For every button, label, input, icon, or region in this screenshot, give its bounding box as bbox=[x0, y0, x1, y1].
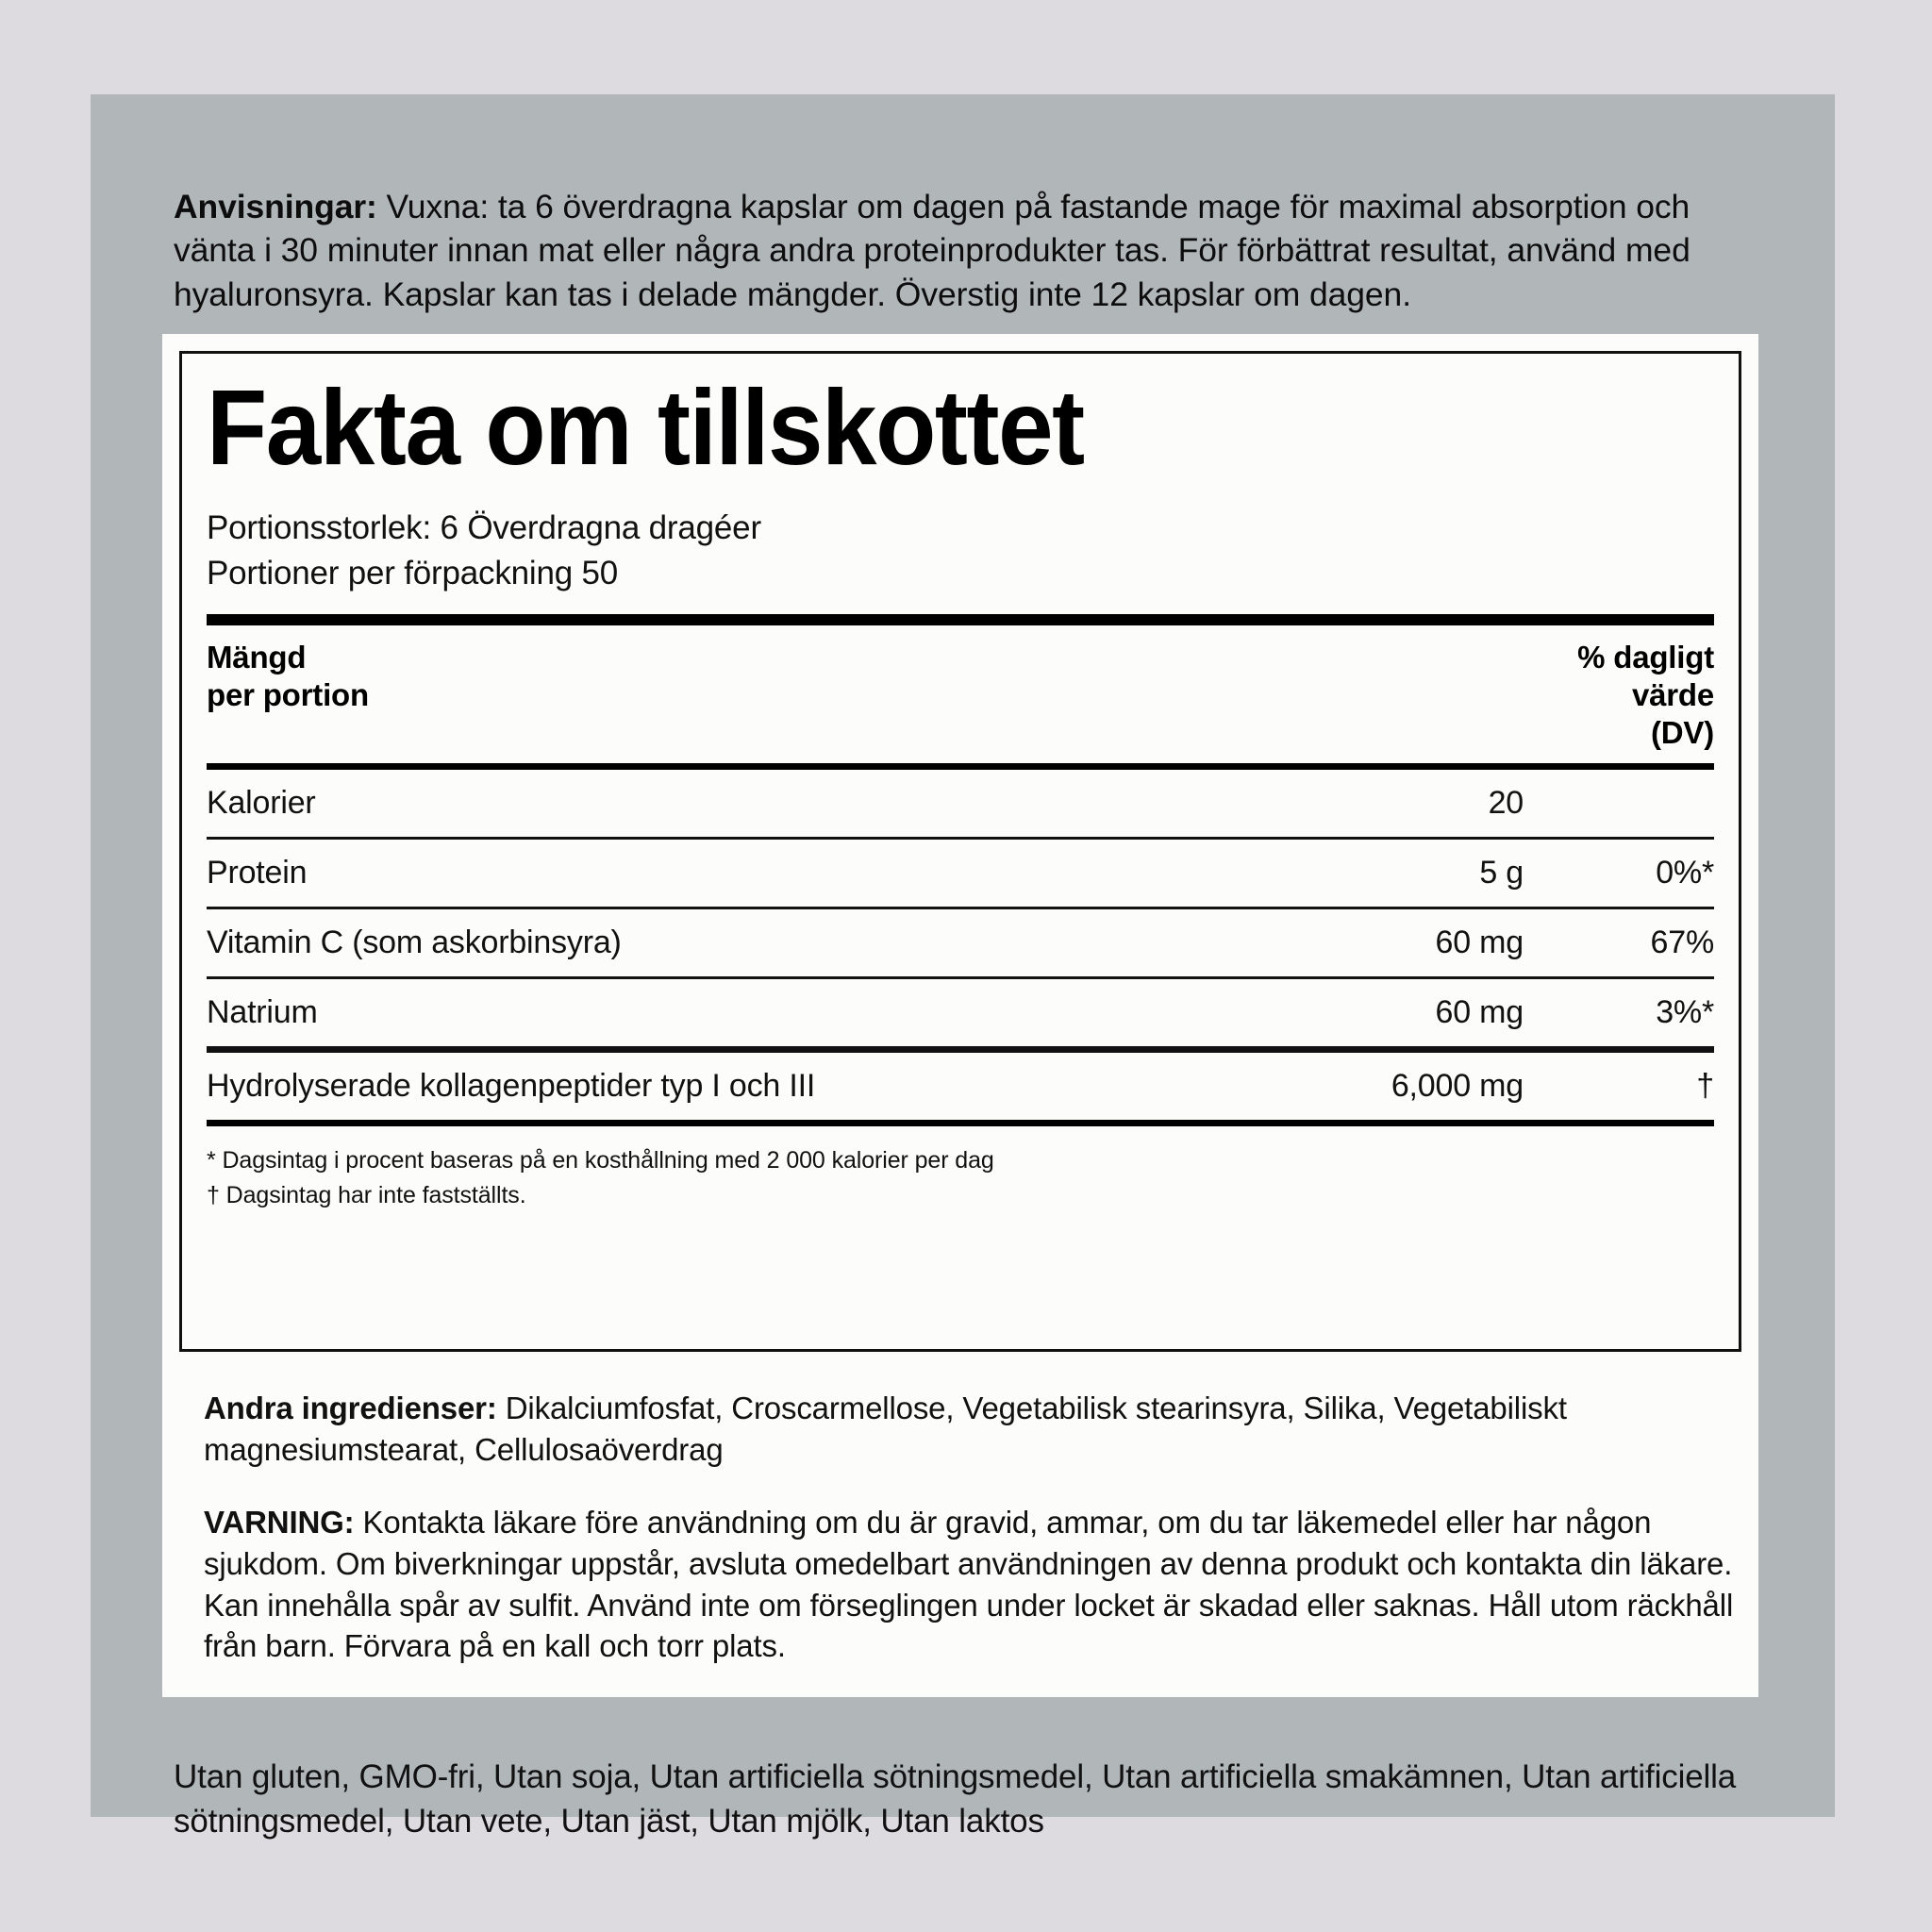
nutrient-name: Protein bbox=[207, 839, 1261, 908]
servings-per-container: Portioner per förpackning 50 bbox=[207, 555, 619, 592]
directions-paragraph bbox=[174, 185, 1740, 318]
nutrient-name: Natrium bbox=[207, 978, 1261, 1050]
table-row bbox=[207, 770, 1714, 839]
other-ingredients-paragraph bbox=[204, 1388, 1734, 1471]
table-row bbox=[207, 839, 1714, 908]
warning-text: Kontakta läkare före användning om du är gravid, ammar, om du tar läkemedel eller har någon sjukdom. Om biverkningar uppstår, avsluta omedelbart användningen av denna produkt och kontakta din läkare. Kan innehålla spår av sulfit. Använd inte om förseglingen under locket är skadad eller saknas. Håll utom räckhåll från barn. Förvara på en kall och torr plats. bbox=[204, 1504, 1734, 1664]
page-title: Fakta om tillskottet bbox=[207, 368, 1084, 487]
table-row bbox=[207, 978, 1714, 1050]
nutrient-dv: 0%* bbox=[1573, 839, 1714, 908]
table-header-row bbox=[207, 625, 1714, 764]
header-amount-line2: per portion bbox=[207, 676, 369, 712]
warning-paragraph bbox=[204, 1502, 1734, 1668]
rule-med-under-header bbox=[207, 763, 1714, 770]
nutrient-dv: † bbox=[1573, 1050, 1714, 1121]
warning-label: VARNING: bbox=[204, 1504, 355, 1540]
directions-label: Anvisningar: bbox=[174, 187, 377, 225]
label-gray-panel bbox=[91, 94, 1835, 1840]
nutrient-amount: 20 bbox=[1488, 785, 1524, 822]
supplement-facts-panel bbox=[162, 334, 1758, 1369]
footnote-dagger: † Dagsintag har inte fastställts. bbox=[207, 1181, 526, 1208]
nutrient-dv: 3%* bbox=[1573, 978, 1714, 1050]
other-ingredients-text: Dikalciumfosfat, Croscarmellose, Vegetabilisk stearinsyra, Silika, Vegetabiliskt magnesiumstearat, Cellulosaöverdrag bbox=[204, 1391, 1567, 1467]
footnote-star: * Dagsintag i procent baseras på en kosthållning med 2 000 kalorier per dag bbox=[207, 1147, 994, 1174]
other-ingredients-label: Andra ingredienser: bbox=[204, 1391, 497, 1425]
serving-info-block bbox=[207, 506, 1714, 597]
supplement-facts-inner-border bbox=[179, 351, 1741, 1352]
header-dv-line1: % dagligt bbox=[1577, 639, 1714, 675]
nutrient-table bbox=[207, 770, 1714, 1120]
nutrient-amount: 6,000 mg bbox=[1261, 1050, 1573, 1121]
rule-med-bottom bbox=[207, 1120, 1714, 1126]
lower-white-panel bbox=[162, 1369, 1758, 1697]
nutrient-name: Kalorier bbox=[207, 785, 316, 822]
table-row bbox=[207, 908, 1714, 978]
table-row bbox=[207, 1050, 1714, 1121]
nutrient-dv bbox=[1573, 770, 1714, 839]
nutrient-name: Hydrolyserade kollagenpeptider typ I och III bbox=[207, 1050, 1261, 1121]
header-amount-line1: Mängd bbox=[207, 639, 307, 675]
nutrient-amount: 5 g bbox=[1261, 839, 1573, 908]
header-dv-line2: värde bbox=[1631, 676, 1714, 712]
header-dv-line3: (DV) bbox=[1650, 715, 1714, 751]
header-daily-value bbox=[1577, 639, 1714, 753]
nutrient-name: Vitamin C (som askorbinsyra) bbox=[207, 908, 1261, 978]
nutrient-amount: 60 mg bbox=[1261, 978, 1573, 1050]
nutrient-dv: 67% bbox=[1573, 908, 1714, 978]
directions-text: Vuxna: ta 6 överdragna kapslar om dagen på fastande mage för maximal absorption och vänta i 30 minuter innan mat eller några andra proteinprodukter tas. För förbättrat resultat, använd med hyaluronsyra. Kapslar kan tas i delade mängder. Överstig inte 12 kapslar om dagen. bbox=[174, 187, 1690, 314]
serving-size: Portionsstorlek: 6 Överdragna dragéer bbox=[207, 509, 761, 546]
rule-thick-top bbox=[207, 614, 1714, 625]
header-amount-per-serving bbox=[207, 639, 369, 715]
footnotes-block bbox=[207, 1143, 1714, 1212]
free-from-claims: Utan gluten, GMO-fri, Utan soja, Utan artificiella sötningsmedel, Utan artificiella smakämnen, Utan artificiella sötningsmedel, Utan vete, Utan jäst, Utan mjölk, Utan laktos bbox=[174, 1758, 1737, 1840]
nutrient-amount: 60 mg bbox=[1261, 908, 1573, 978]
